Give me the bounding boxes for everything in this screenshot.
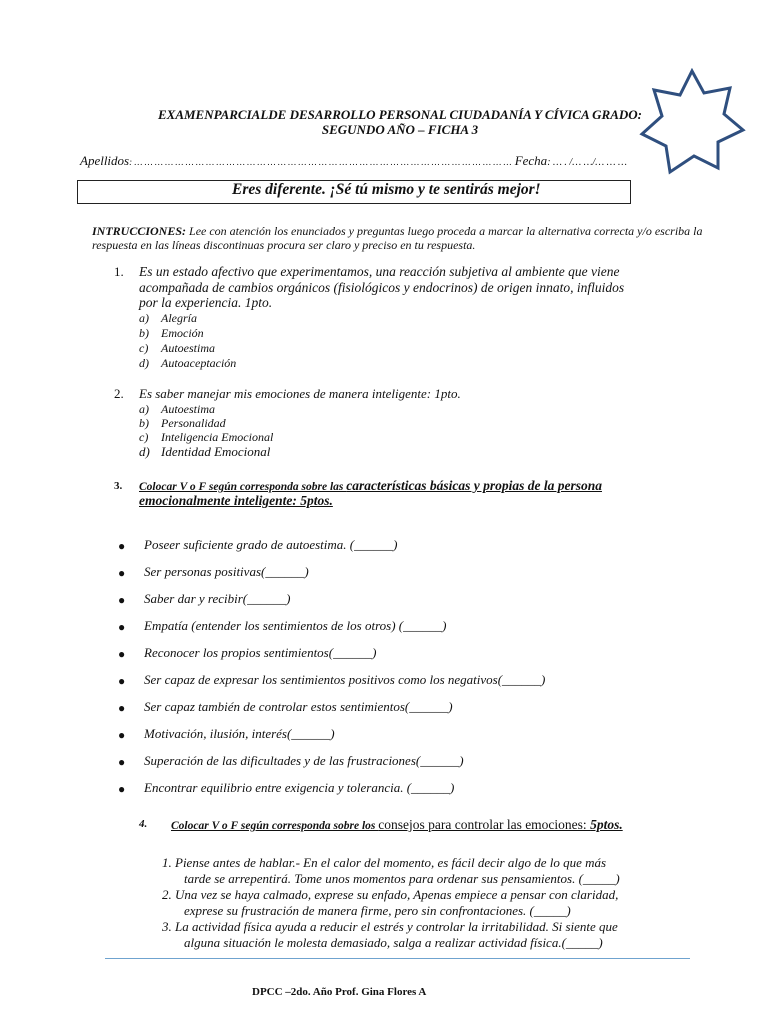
bullet-icon: ● [118, 701, 126, 715]
exam-title [140, 107, 660, 137]
q4-item-3[interactable]: 3. La actividad física ayuda a reducir el estrés y controlar la irritabilidad. Si siente que alguna situación le molesta demasiado, salga a realizar actividad física.(_____) [162, 919, 618, 950]
q4-advice-list [162, 855, 620, 951]
footer-text: DPCC –2do. Año Prof. Gina Flores A [252, 986, 427, 998]
question-3-line2: emocionalmente inteligente: 5ptos. [139, 493, 333, 508]
apellidos-blank[interactable]: : … … … … … … … … … … … … … … … … … … … … … … … … … … … … … … … … … … … … … [129, 157, 512, 167]
question-4 [0, 817, 768, 835]
instructions-label: INTRUCCIONES: [92, 224, 187, 238]
q1-option-d[interactable]: d) Autoaceptación [139, 356, 237, 370]
q3-item-6[interactable]: Ser capaz de expresar los sentimientos positivos como los negativos(______) [144, 672, 546, 687]
q3-item-9[interactable]: Superación de las dificultades y de las frustraciones(______) [144, 753, 464, 768]
q2-option-b[interactable]: b) Personalidad [139, 416, 226, 430]
question-3 [0, 479, 768, 513]
question-4-text: Colocar V o F según corresponda sobre los consejos para controlar las emociones: 5ptos. [171, 817, 623, 832]
exam-title-line1: EXAMENPARCIALDE DESARROLLO PERSONAL CIUDADANÍA Y CÍVICA GRADO: [157, 107, 642, 122]
question-1-line2: acompañada de cambios orgánicos (fisiológicos y endocrinos) de origen innato, influidos [139, 279, 625, 295]
bullet-icon: ● [118, 647, 126, 661]
question-2-text: Es saber manejar mis emociones de manera inteligente: 1pto. [139, 386, 461, 401]
star-icon [638, 68, 746, 180]
question-1 [0, 264, 768, 374]
bullet-icon: ● [118, 566, 126, 580]
bullet-icon: ● [118, 728, 126, 742]
question-4-number: 4. [139, 818, 148, 830]
q2-option-d[interactable]: d) Identidad Emocional [139, 444, 271, 459]
name-date-line [80, 153, 627, 169]
q3-item-8[interactable]: Motivación, ilusión, interés(______) [144, 726, 335, 741]
q2-option-c[interactable]: c) Inteligencia Emocional [139, 430, 274, 444]
q2-option-a[interactable]: a) Autoestima [139, 402, 215, 416]
bullet-icon: ● [118, 539, 126, 553]
question-1-line1: Es un estado afectivo que experimentamos, una reacción subjetiva al ambiente que viene [139, 264, 620, 279]
q1-option-c[interactable]: c) Autoestima [139, 341, 215, 355]
question-2-number: 2. [114, 386, 124, 401]
exam-title-line2: SEGUNDO AÑO – FICHA 3 [321, 122, 479, 137]
q3-item-4[interactable]: Empatía (entender los sentimientos de los otros) (______) [144, 618, 447, 633]
q1-option-b[interactable]: b) Emoción [139, 326, 204, 340]
bullet-icon: ● [118, 755, 126, 769]
question-1-number: 1. [114, 264, 124, 279]
footer-divider [105, 958, 690, 959]
bullet-icon: ● [118, 620, 126, 634]
fecha-label: Fecha [514, 153, 548, 168]
q3-item-7[interactable]: Ser capaz también de controlar estos sentimientos(______) [144, 699, 453, 714]
question-3-line1b: características básicas y propias de la persona [346, 478, 602, 493]
bullet-icon: ● [118, 593, 126, 607]
q3-item-10[interactable]: Encontrar equilibrio entre exigencia y tolerancia. (______) [144, 780, 455, 795]
q1-option-a[interactable]: a) Alegría [139, 311, 197, 325]
question-2 [0, 386, 768, 466]
instructions-text: Lee con atención los enunciados y preguntas luego proceda a marcar la alternativa correcta y/o escriba la respuesta en las líneas discontinuas procura ser claro y preciso en tu respuesta. [92, 224, 703, 252]
question-3-number: 3. [114, 480, 123, 492]
q4-item-1[interactable]: 1. Piense antes de hablar.- En el calor del momento, es fácil decir algo de lo que más tarde se arrepentirá. Tome unos momentos para ordenar sus pensamientos. (_____) [162, 855, 620, 886]
apellidos-label: Apellidos [80, 153, 130, 168]
question-1-text [139, 264, 624, 311]
instructions [92, 224, 712, 252]
fecha-blank[interactable]: : … . /… …/… … … [547, 157, 627, 168]
question-3-text [139, 479, 602, 508]
bullet-icon: ● [118, 782, 126, 796]
question-3-line1a: Colocar V o F según corresponda sobre las [139, 481, 347, 493]
q3-item-5[interactable]: Reconocer los propios sentimientos(______) [144, 645, 377, 660]
bullet-icon: ● [118, 674, 126, 688]
motto-text: Eres diferente. ¡Sé tú mismo y te sentirás mejor! [232, 181, 541, 198]
q4-item-2[interactable]: 2. Una vez se haya calmado, exprese su enfado, Apenas empiece a pensar con claridad, exprese su frustración de manera firme, pero sin confrontaciones. (_____) [162, 887, 619, 918]
q3-item-2[interactable]: Ser personas positivas(______) [144, 564, 309, 579]
question-1-line3: por la experiencia. 1pto. [139, 295, 273, 310]
q3-item-3[interactable]: Saber dar y recibir(______) [144, 591, 291, 606]
q3-item-1[interactable]: Poseer suficiente grado de autoestima. (______) [144, 537, 398, 552]
